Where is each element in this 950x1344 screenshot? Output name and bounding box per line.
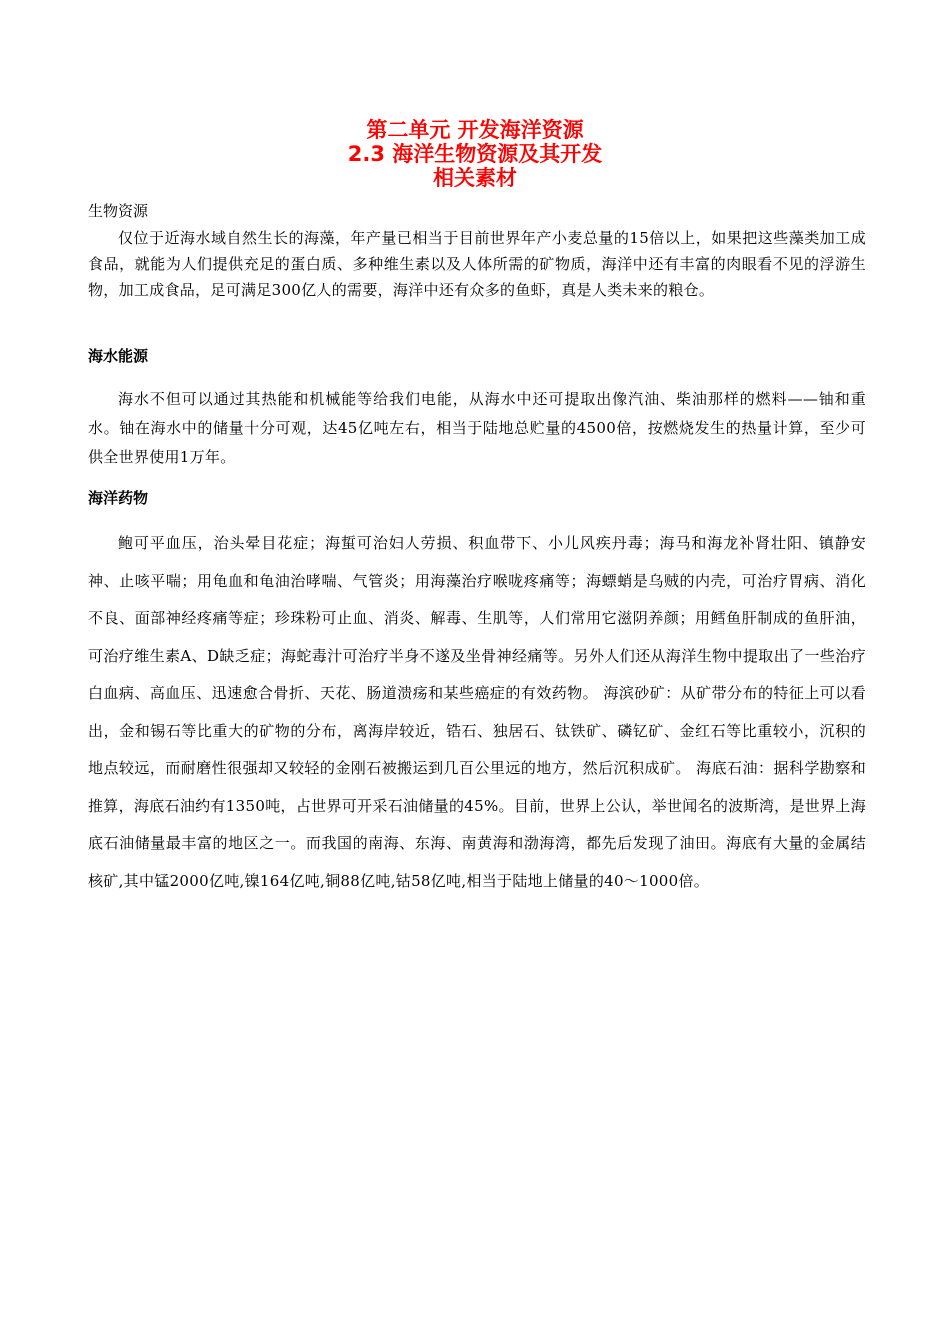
section-heading: 生物资源 [88,202,149,220]
section-paragraph: 海水不但可以通过其热能和机械能等给我们电能，从海水中还可提取出像汽油、柴油那样的燃料——铀和重水。铀在海水中的储量十分可观，达45亿吨左右，相当于陆地总贮量的4500倍，按燃烧发生的热量计算，至少可供全世界使用1万年。 [88,390,866,466]
section-biological-resources [88,201,866,303]
section-seawater-energy [88,346,866,472]
title-line-unit: 第二单元 开发海洋资源 [366,118,584,142]
title-line-chapter: 2.3 海洋生物资源及其开发 [347,142,603,166]
title-line-subtitle: 相关素材 [433,166,517,190]
section-marine-medicine [88,488,866,900]
section-paragraph: 鲍可平血压，治头晕目花症；海蜇可治妇人劳损、积血带下、小儿风疾丹毒；海马和海龙补肾壮阳、镇静安神、止咳平喘；用龟血和龟油治哮喘、气管炎；用海藻治疗喉咙疼痛等；海螵蛸是乌贼的内壳，可治疗胃病、消化不良、面部神经疼痛等症；珍珠粉可止血、消炎、解毒、生肌等，人们常用它滋阴养颜；用鳕鱼肝制成的鱼肝油，可治疗维生素A、D缺乏症；海蛇毒汁可治疗半身不遂及坐骨神经痛等。另外人们还从海洋生物中提取出了一些治疗白血病、高血压、迅速愈合骨折、天花、肠道溃疡和某些癌症的有效药物。 海滨砂矿：从矿带分布的特征上可以看出，金和锡石等比重大的矿物的分布，离海岸较近，锆石、独居石、钛铁矿、磷钇矿、金红石等比重较小，沉积的地点较远，而耐磨性很强却又较轻的金刚石被搬运到几百公里远的地方，然后沉积成矿。 海底石油：据科学勘察和推算，海底石油约有1350吨，占世界可开采石油储量的45%。目前，世界上公认，举世闻名的波斯湾，是世界上海底石油储量最丰富的地区之一。而我国的南海、东海、南黄海和渤海湾，都先后发现了油田。海底有大量的金属结核矿,其中锰2000亿吨,镍164亿吨,铜88亿吨,钴58亿吨,相当于陆地上储量的40～1000倍。 [88,534,866,890]
section-heading: 海洋药物 [88,489,149,507]
document-title [0,118,950,190]
section-paragraph: 仅位于近海水域自然生长的海藻，年产量已相当于目前世界年产小麦总量的15倍以上，如果把这些藻类加工成食品，就能为人们提供充足的蛋白质、多种维生素以及人体所需的矿物质，海洋中还有丰富的肉眼看不见的浮游生物，加工成食品，足可满足300亿人的需要，海洋中还有众多的鱼虾，真是人类未来的粮仓。 [88,229,866,299]
section-heading: 海水能源 [88,347,149,365]
